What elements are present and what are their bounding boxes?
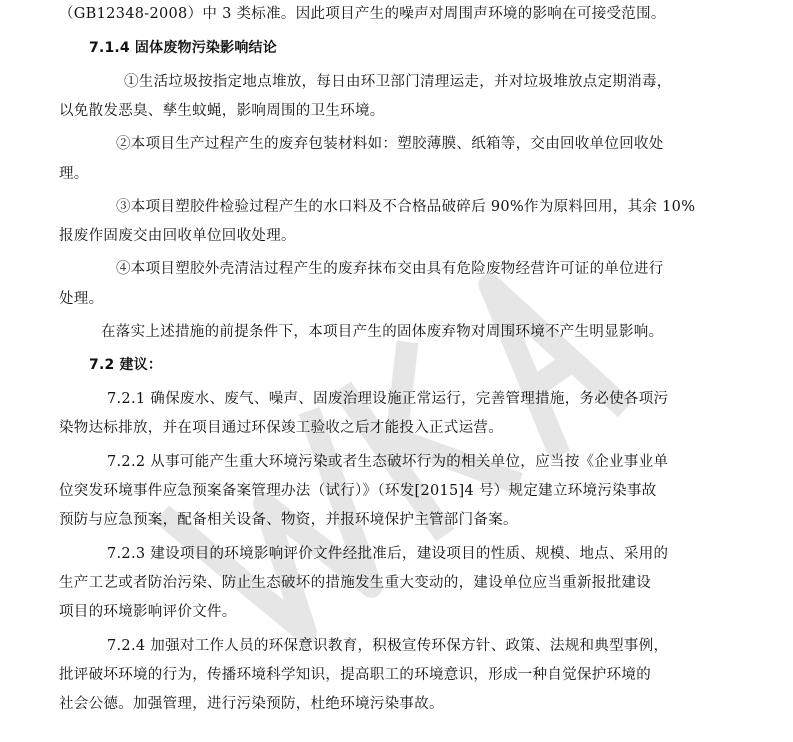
text-line-16: 位突发环境事件应急预案备案管理办法（试行）》（环发[2015]4 号）规定建立环境污染事故 — [59, 483, 657, 499]
text-line-3: ①生活垃圾按指定地点堆放，每日由环卫部门清理运走，并对垃圾堆放点定期消毒， — [124, 74, 672, 90]
text-line-9: ④本项目塑胶外壳清洁过程产生的废弃抹布交由具有危险废物经营许可证的单位进行 — [116, 261, 664, 277]
text-line-19: 生产工艺或者防治污染、防止生态破坏的措施发生重大变动的，建设单位应当重新报批建设 — [59, 575, 651, 591]
text-line-18: 7.2.3 建设项目的环境影响评价文件经批准后，建设项目的性质、规模、地点、采用的 — [107, 546, 669, 562]
text-line-20: 项目的环境影响评价文件。 — [59, 604, 237, 620]
text-line-22: 批评破坏环境的行为，传播环境科学知识，提高职工的环境意识，形成一种自觉保护环境的 — [59, 667, 651, 683]
text-line-15: 7.2.2 从事可能产生重大环境污染或者生态破坏行为的相关单位，应当按《企业事业单 — [107, 454, 669, 470]
text-line-14: 染物达标排放，并在项目通过环保竣工验收之后才能投入正式运营。 — [59, 420, 503, 436]
section-heading-7-2: 7.2 建议： — [89, 357, 163, 373]
text-line-11: 在落实上述措施的前提条件下，本项目产生的固体废弃物对周围环境不产生明显影响。 — [101, 324, 664, 340]
text-line-10: 处理。 — [59, 291, 104, 307]
text-line-6: 理。 — [59, 166, 89, 182]
text-line-13: 7.2.1 确保废水、废气、噪声、固废治理设施正常运行，完善管理措施，务必使各项污 — [107, 391, 669, 407]
text-line-1: （GB12348-2008）中 3 类标准。因此项目产生的噪声对周围声环境的影响在可接受范围。 — [59, 6, 666, 22]
text-line-17: 预防与应急预案，配备相关设备、物资，并报环境保护主管部门备案。 — [59, 512, 518, 528]
text-line-8: 报废作固废交由回收单位回收处理。 — [59, 228, 296, 244]
text-line-5: ②本项目生产过程产生的废弃包装材料如：塑胶薄膜、纸箱等，交由回收单位回收处 — [116, 136, 664, 152]
text-line-23: 社会公德。加强管理，进行污染预防，杜绝环境污染事故。 — [59, 696, 444, 712]
text-line-4: 以免散发恶臭、孳生蚊蝇，影响周围的卫生环境。 — [59, 103, 385, 119]
text-line-21: 7.2.4 加强对工作人员的环保意识教育，积极宣传环保方针、政策、法规和典型事例， — [107, 638, 669, 654]
section-heading-7-1-4: 7.1.4 固体废物污染影响结论 — [89, 40, 277, 56]
text-line-7: ③本项目塑胶件检验过程产生的水口料及不合格品破碎后 90%作为原料回用，其余 10% — [116, 199, 696, 215]
